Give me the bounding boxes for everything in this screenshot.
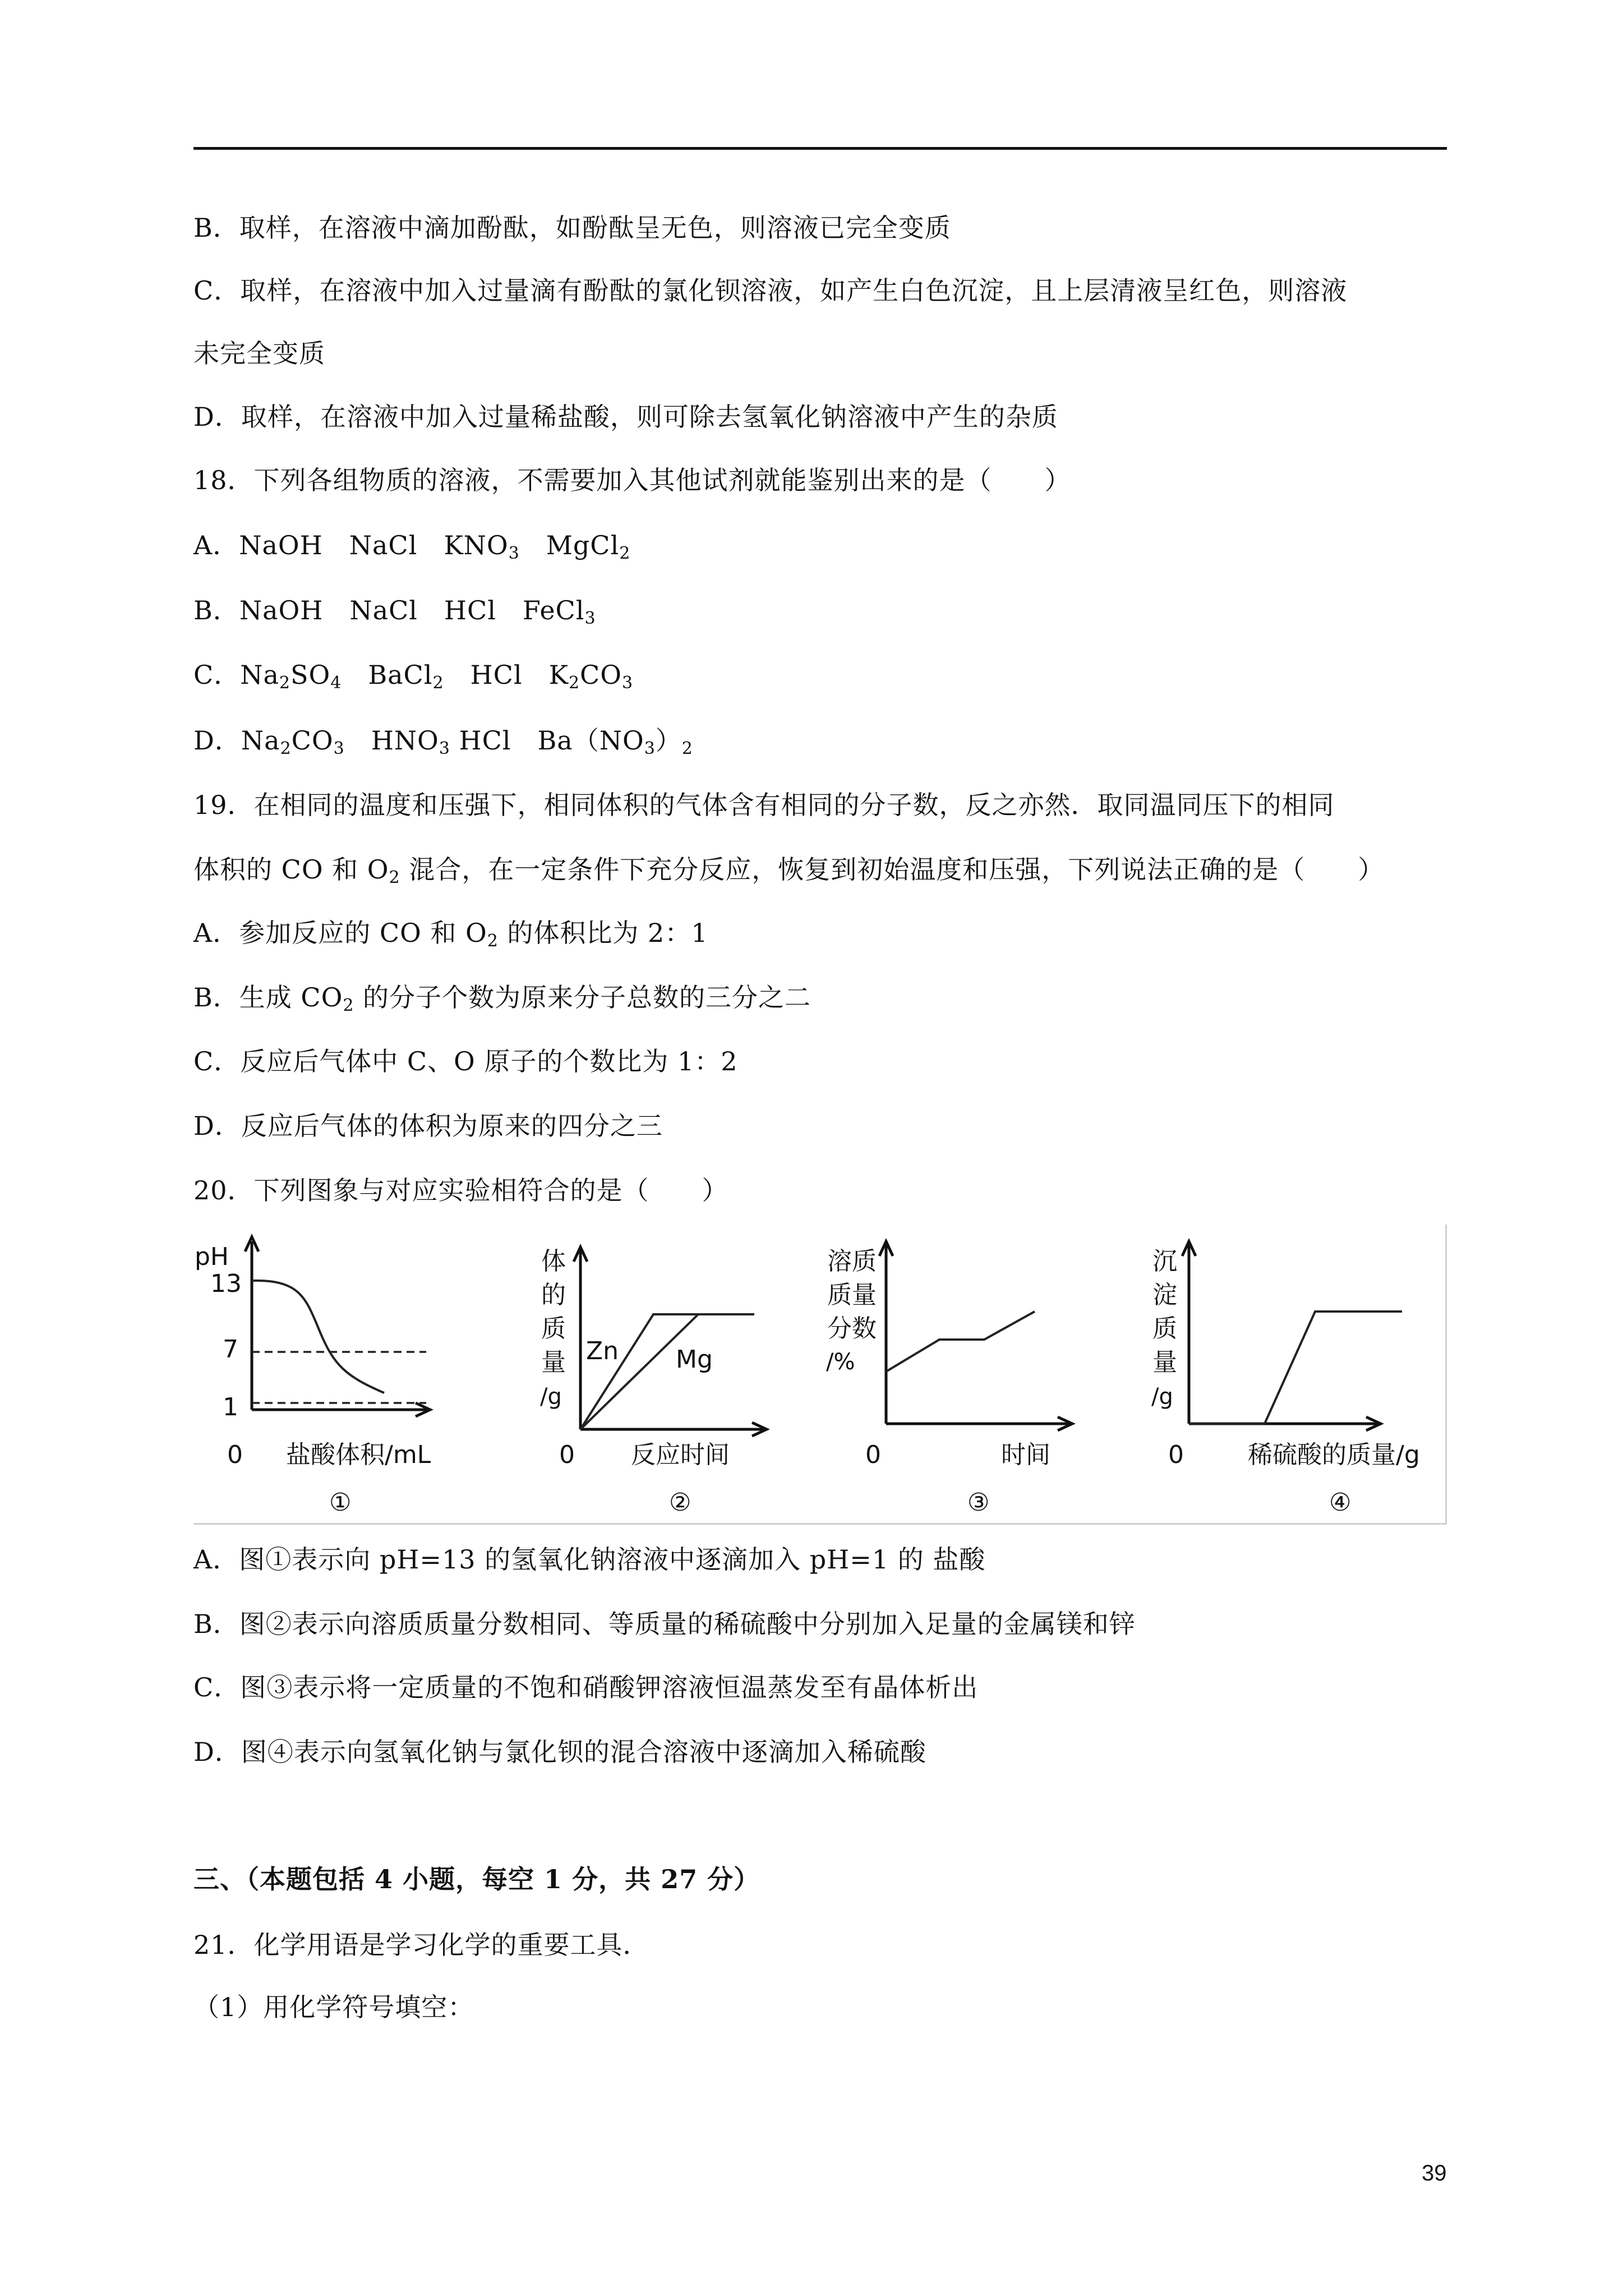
graph-2-zn-line [580,1314,754,1429]
graph-2-ylabel-3: 质 [541,1314,566,1343]
q18-option-d: D．$Na_2CO_3$ $HNO_3$ HCl $Ba(NO_3)_2$ [193,725,693,758]
q20-option-d: D．图④表示向氢氧化钠与氯化钡的混合溶液中逐滴加入稀硫酸 [193,1737,926,1767]
graph-2-ylabel-1: 体 [541,1247,566,1276]
q18-option-c: C．$Na_2SO_4$ BaCl$_2$ HCl $K_2CO_3$ [193,660,634,693]
graph-2-ylabel-2: 的 [541,1281,566,1309]
graph-4-number: ④ [1329,1488,1352,1517]
graph-2-ylabel-4: 量 [541,1348,566,1377]
graph-4-ylabel-4: 量 [1152,1348,1177,1377]
q20-option-a: A．图①表示向 pH=13 的氢氧化钠溶液中逐滴加入 pH=1 的 盐酸 [193,1544,986,1575]
q19-option-b: B．生成 $CO_2$ 的分子个数为原来分子总数的三分之二 [193,982,811,1015]
q20-option-b: B．图②表示向溶质质量分数相同、等质量的稀硫酸中分别加入足量的金属镁和锌 [193,1609,1136,1639]
graph-4-precipitate-mass [1151,1241,1420,1517]
graph-2-metal-mass [540,1247,767,1517]
graph-2-origin: 0 [559,1441,575,1469]
graph-2-number: ② [669,1488,691,1517]
page-number: 39 [1422,2161,1447,2185]
graph-2-mg-label: Mg [676,1345,713,1374]
section-3-title: 三、（本题包括 4 小题，每空 1 分，共 27 分） [193,1864,760,1894]
graph-4-ylabel-5: /g [1151,1384,1173,1410]
graph-1-xlabel: 盐酸体积/mL [286,1441,431,1469]
q19-option-c: C．反应后气体中 C、O 原子的个数比为 1：2 [193,1046,738,1076]
q18-stem: 18．下列各组物质的溶液，不需要加入其他试剂就能鉴别出来的是（ ） [193,465,1071,495]
graph-1-origin: 0 [227,1441,243,1469]
graph-3-ylabel-3: 分数 [827,1314,877,1343]
graph-1-ylabel: pH [195,1243,229,1271]
graph-4-ylabel-2: 淀 [1152,1281,1177,1309]
q20-option-c: C．图③表示将一定质量的不饱和硝酸钾溶液恒温蒸发至有晶体析出 [193,1672,979,1703]
graph-1-tick-13: 13 [210,1269,242,1298]
header-rule [193,147,1447,150]
graph-3-xlabel: 时间 [1001,1441,1050,1469]
graph-4-ylabel-3: 质 [1152,1314,1177,1343]
graph-4-curve [1189,1312,1402,1424]
q17-option-c-line1: C．取样，在溶液中加入过量滴有酚酞的氯化钡溶液，如产生白色沉淀，且上层清液呈红色，则溶液 [193,275,1348,306]
graph-4-ylabel-1: 沉 [1152,1247,1177,1276]
graph-2-zn-label: Zn [586,1337,619,1365]
graph-1-tick-1: 1 [223,1393,238,1421]
graph-1-ph [195,1237,431,1517]
graph-1-number: ① [329,1488,352,1517]
graph-4-origin: 0 [1168,1441,1184,1469]
q17-option-c-line2: 未完全变质 [193,338,325,369]
q18-option-a: A．NaOH NaCl $KNO_3$ MgCl$_2$ [193,530,631,563]
graph-1-curve [252,1281,384,1393]
q17-option-d: D．取样，在溶液中加入过量稀盐酸，则可除去氢氧化钠溶液中产生的杂质 [193,402,1058,432]
q19-stem-line2: 体积的 CO 和 $O_2$ 混合，在一定条件下充分反应，恢复到初始温度和压强，下列说法正确的是（ ） [193,854,1385,887]
graph-4-xlabel: 稀硫酸的质量/g [1248,1441,1420,1469]
graph-3-number: ③ [967,1488,990,1517]
graph-3-curve [886,1312,1035,1372]
graph-3-origin: 0 [865,1441,881,1469]
graph-3-ylabel-1: 溶质 [827,1247,877,1276]
q21-part-1: （1）用化学符号填空： [193,1992,474,2022]
q17-option-b: B．取样，在溶液中滴加酚酞，如酚酞呈无色，则溶液已完全变质 [193,213,951,243]
q20-graphs-figure [193,1225,1447,1525]
q20-stem: 20．下列图象与对应实验相符合的是（ ） [193,1175,728,1205]
graph-2-ylabel-5: /g [540,1384,562,1410]
graphs-svg [193,1225,1447,1525]
graph-3-solute-fraction [826,1241,1072,1517]
graph-2-xlabel: 反应时间 [631,1441,730,1469]
graph-1-tick-7: 7 [223,1335,238,1364]
q19-option-d: D．反应后气体的体积为原来的四分之三 [193,1111,663,1141]
graph-3-ylabel-2: 质量 [827,1281,877,1309]
graph-3-ylabel-4: /% [826,1349,855,1375]
q18-option-b: B．NaOH NaCl HCl FeCl$_3$ [193,595,596,628]
q21-stem: 21．化学用语是学习化学的重要工具． [193,1930,649,1960]
q19-option-a: A．参加反应的 CO 和 $O_2$ 的体积比为 2：1 [193,918,708,951]
q19-stem-line1: 19．在相同的温度和压强下，相同体积的气体含有相同的分子数，反之亦然．取同温同压下的相同 [193,790,1335,820]
